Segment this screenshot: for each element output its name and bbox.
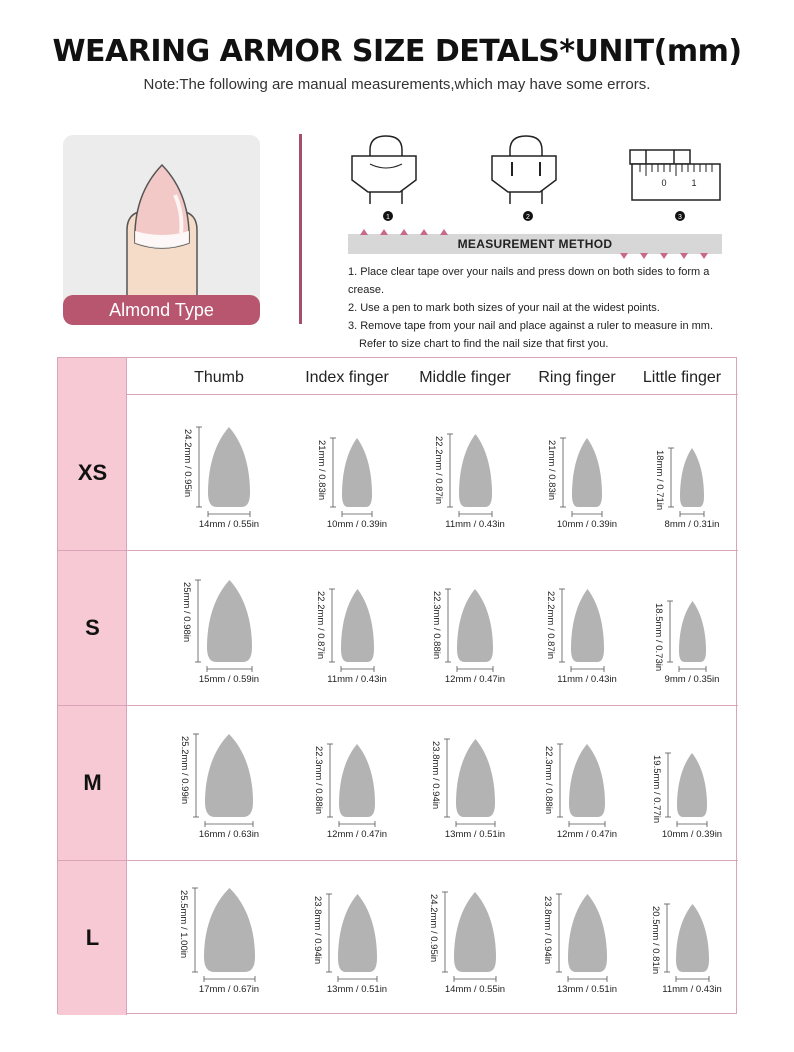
table-corner-cell [58,358,127,395]
almond-nail-shape-icon [206,579,253,663]
nail-width-label: 10mm / 0.39in [326,519,388,530]
length-measure-line [191,887,199,973]
nail-length-label: 24.2mm / 0.95in [428,894,439,963]
nail-length-label: 18.5mm / 0.73in [652,603,664,672]
width-measure-line [207,510,251,518]
width-measure-line [456,665,494,673]
width-measure-line [570,665,605,673]
nail-type-card [63,135,260,325]
almond-nail-shape-icon [340,588,375,663]
almond-nail-shape-icon [207,426,251,508]
triangle-marker-icon [620,253,628,259]
width-measure-line [675,975,710,983]
almond-nail-shape-icon [675,903,710,973]
almond-nail-shape-icon [679,447,705,508]
almond-nail-shape-icon [456,588,494,663]
nail-length-label: 22.3mm / 0.88in [431,591,442,660]
length-measure-line [664,752,672,818]
nail-width-label: 13mm / 0.51in [444,829,506,840]
width-measure-line [679,510,705,518]
step-number-1: 1 [386,214,390,221]
ruler-tick-1: 1 [691,178,697,188]
length-measure-line [443,738,451,818]
almond-nail-shape-icon [568,743,606,818]
width-measure-line [206,665,253,673]
table-row-divider [58,705,738,706]
length-measure-line [194,579,202,663]
almond-nail-shape-icon [567,893,608,973]
nail-width-label: 8mm / 0.31in [664,519,720,530]
step-numbers [383,211,685,221]
almond-nail-shape-icon [204,733,254,818]
width-measure-line [337,975,378,983]
nail-length-label: 22.2mm / 0.87in [432,436,444,505]
step2-mark-icon [492,136,556,204]
nail-width-label: 11mm / 0.43in [557,674,617,685]
step3-ruler-icon [630,150,720,200]
nail-length-label: 19.5mm / 0.77in [651,755,662,824]
ruler-tick-0: 0 [661,178,667,188]
measurement-method-bar [348,234,722,254]
nail-width-label: 17mm / 0.67in [198,984,260,995]
measurement-note: Note:The following are manual measurements,which may have some errors. [143,76,651,93]
instruction-line: 1. Place clear tape over your nails and press down on both sides to form a crease. [348,266,710,296]
triangle-marker-icon [640,253,648,259]
nail-width-label: 10mm / 0.39in [556,519,618,530]
nail-width-label: 13mm / 0.51in [556,984,618,995]
nail-length-label: 24.2mm / 0.95in [182,429,193,498]
nail-length-label: 21mm / 0.83in [316,440,327,501]
nail-length-label: 23.8mm / 0.94in [429,741,441,810]
width-measure-line [567,975,608,983]
nail-length-label: 25.5mm / 1.00in [177,890,189,959]
nail-width-label: 11mm / 0.43in [662,984,722,995]
length-measure-line [663,903,671,973]
length-measure-line [328,588,336,663]
nail-length-label: 22.2mm / 0.87in [314,591,326,660]
width-measure-line [341,510,373,518]
triangle-marker-icon [660,253,668,259]
triangle-marker-icon [700,253,708,259]
width-measure-line [571,510,603,518]
size-label: L [85,924,100,950]
measurement-instructions [348,263,748,353]
nail-type-label: Almond Type [63,295,260,325]
size-label: S [85,614,100,640]
length-measure-line [325,893,333,973]
table-header-row [58,358,738,395]
length-measure-line [192,733,200,818]
nail-width-label: 14mm / 0.55in [198,519,260,530]
nail-width-label: 14mm / 0.55in [444,984,506,995]
almond-nail-shape-icon [571,437,603,508]
length-measure-line [558,588,566,663]
nail-width-label: 11mm / 0.43in [445,519,505,530]
section-divider [299,134,302,324]
column-header: Thumb [194,369,244,386]
column-header: Little finger [642,369,722,386]
nail-width-label: 11mm / 0.43in [327,674,387,685]
almond-nail-shape-icon [341,437,373,508]
size-label: XS [77,459,108,485]
table-row-divider [58,860,738,861]
almond-nail-shape-icon [676,752,708,818]
step-number-3: 3 [678,214,682,221]
triangle-marker-icon [680,253,688,259]
almond-nail-shape-icon [455,738,496,818]
length-measure-line [326,743,334,818]
instruction-line: 3. Remove tape from your nail and place against a ruler to measure in mm. [348,320,714,332]
width-measure-line [458,510,493,518]
length-measure-line [555,893,563,973]
length-measure-line [667,447,675,508]
nail-width-label: 15mm / 0.59in [198,674,260,685]
length-measure-line [444,588,452,663]
almond-nail-shape-icon [338,743,376,818]
nail-width-label: 12mm / 0.47in [556,829,618,840]
width-measure-line [338,820,376,828]
step-number-2: 2 [526,214,530,221]
nail-length-label: 25.2mm / 0.99in [179,736,190,805]
nail-length-label: 22.3mm / 0.88in [543,746,554,815]
almond-nail-shape-icon [203,887,256,973]
width-measure-line [453,975,497,983]
width-measure-line [340,665,375,673]
table-row-divider [58,550,738,551]
length-measure-line [195,426,203,508]
step1-tape-icon [352,136,416,204]
nail-length-label: 20.5mm / 0.81in [649,906,661,975]
length-measure-line [329,437,337,508]
width-measure-line [204,820,254,828]
length-measure-line [446,433,454,508]
length-measure-line [666,600,674,663]
instruction-line: 2. Use a pen to mark both sizes of your nail at the widest points. [348,302,660,314]
almond-nail-shape-icon [453,891,497,973]
column-header: Middle finger [419,369,511,386]
nail-length-label: 23.8mm / 0.94in [541,896,553,965]
nail-width-label: 16mm / 0.63in [198,829,260,840]
size-chart-table [57,357,737,1014]
width-measure-line [678,665,707,673]
width-measure-line [676,820,708,828]
column-header: Index finger [305,369,389,386]
almond-nail-shape-icon [458,433,493,508]
nail-length-label: 18mm / 0.71in [654,450,665,511]
length-measure-line [441,891,449,973]
measurement-method-title: MEASUREMENT METHOD [457,237,613,251]
almond-nail-shape-icon [337,893,378,973]
nail-width-label: 12mm / 0.47in [326,829,388,840]
nail-width-label: 12mm / 0.47in [444,674,506,685]
almond-nail-shape-icon [678,600,707,663]
nail-width-label: 13mm / 0.51in [326,984,388,995]
nail-length-label: 22.2mm / 0.87in [544,591,556,660]
size-label: M [83,769,102,795]
column-header: Ring finger [538,369,616,386]
page-title: WEARING ARMOR SIZE DETALS*UNIT(mm) [52,34,742,69]
nail-width-label: 10mm / 0.39in [661,829,723,840]
nail-length-label: 25mm / 0.98in [180,582,192,643]
almond-nail-shape-icon [570,588,605,663]
width-measure-line [568,820,606,828]
width-measure-line [455,820,496,828]
length-measure-line [559,437,567,508]
nail-length-label: 22.3mm / 0.88in [313,746,324,815]
nail-length-label: 21mm / 0.83in [546,440,557,501]
length-measure-line [556,743,564,818]
measurement-steps-diagram [340,132,740,224]
nail-length-label: 23.8mm / 0.94in [311,896,323,965]
width-measure-line [203,975,256,983]
nail-width-label: 9mm / 0.35in [664,674,720,685]
instruction-line: Refer to size chart to find the nail size that first you. [359,338,609,350]
